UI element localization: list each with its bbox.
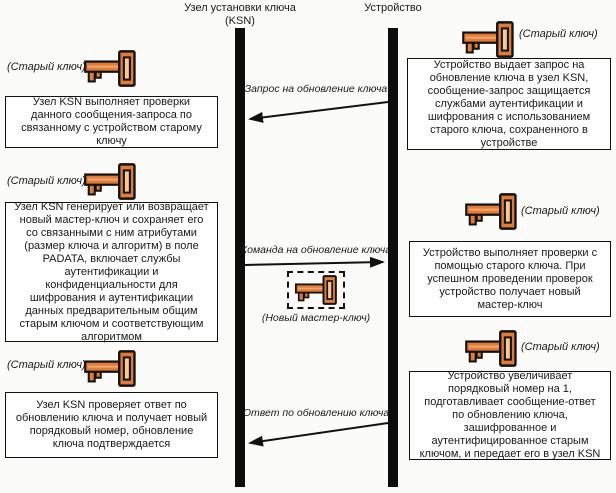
arrow-key-update-request xyxy=(250,102,388,119)
arrow-label-command: Команда на обновление ключа xyxy=(240,244,392,256)
device-lifeline-header xyxy=(333,2,453,15)
old-key-icon xyxy=(84,163,136,200)
old-key-icon xyxy=(84,50,136,87)
old-key-label: (Старый ключ) xyxy=(521,341,600,353)
device-lifeline-title: Устройство xyxy=(364,2,422,14)
device-step-2-box xyxy=(409,241,611,317)
ksn-lifeline-header xyxy=(163,2,317,28)
new-master-key-icon xyxy=(295,275,337,305)
device-step-2-text: Устройство выполняет проверки с помощью старого ключа. При успешном проведении проверок устройство получает новый мастер-ключ xyxy=(422,246,598,311)
ksn-step-1-text: Узел KSN выполняет проверки данного сообщения-запроса по связанному с устройством старому ключу xyxy=(21,96,202,147)
arrow-label-response: Ответ по обновлению ключа xyxy=(242,407,390,419)
arrow-label-request: Запрос на обновление ключа xyxy=(244,83,388,95)
old-key-label: (Старый ключ) xyxy=(7,175,86,187)
device-step-1-box xyxy=(407,58,611,150)
ksn-step-2-box xyxy=(5,202,218,342)
arrow-key-update-response xyxy=(250,423,388,443)
new-master-key-label: (Новый мастер-ключ) xyxy=(261,312,371,324)
old-key-icon xyxy=(465,330,517,367)
ksn-step-3-text: Узел KSN проверяет ответ по обновлению ключа и получает новый порядковый номер, обновление ключа подтверждается xyxy=(15,399,208,450)
old-key-icon xyxy=(84,350,136,387)
old-key-icon xyxy=(465,193,517,230)
ksn-lifeline-subtitle: (KSN) xyxy=(225,15,255,27)
arrow-key-update-command xyxy=(245,262,383,265)
old-key-icon xyxy=(462,21,514,58)
old-key-label: (Старый ключ) xyxy=(519,28,598,40)
old-key-label: (Старый ключ) xyxy=(7,61,86,73)
ksn-lifeline-title: Узел установки ключа xyxy=(184,2,296,14)
device-step-3-box xyxy=(409,371,611,460)
device-step-1-text: Устройство выдает запрос на обновление ключа в узел KSN, сообщение-запрос защищается службами аутентификации и шифрования с использованием старого ключа, сохраненного в устройстве xyxy=(427,58,591,149)
new-master-key-box xyxy=(287,271,345,309)
ksn-step-3-box xyxy=(5,392,218,458)
device-step-3-text: Устройство увеличивает порядковый номер на 1, подготавливает сообщение-ответ по обновлению ключа, зашифрованное и аутентифицированное старым ключом, и передает его в узел KSN xyxy=(419,370,601,460)
old-key-label: (Старый ключ) xyxy=(521,205,600,217)
old-key-label: (Старый ключ) xyxy=(7,359,86,371)
ksn-step-1-box xyxy=(5,96,218,148)
ksn-step-2-text: Узел KSN генерирует или возвращает новый мастер-ключ и сохраняет его со связанными с ним атрибутами (размер ключа и алгоритм) в поле PADATA, включает службы аутентификации и конфиденциальности для шифрования и аутентификации данных предварительным общим старым ключом и соответствующим алгоритмом xyxy=(14,200,209,343)
